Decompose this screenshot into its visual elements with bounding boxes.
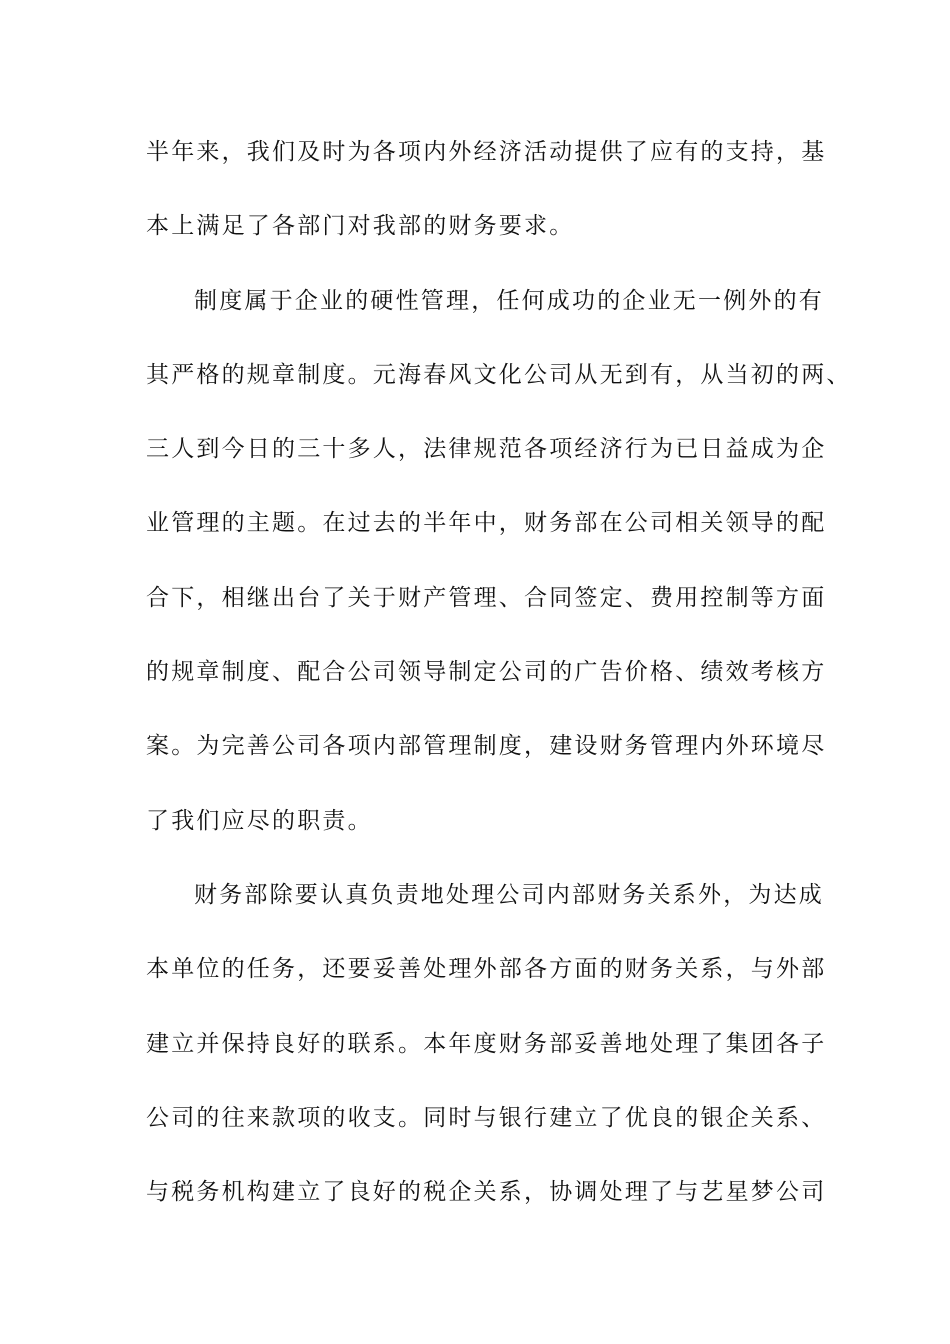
text-line: 其严格的规章制度。元海春风文化公司从无到有，从当初的两、 xyxy=(146,361,852,388)
text-line: 的规章制度、配合公司领导制定公司的广告价格、绩效考核方 xyxy=(146,659,827,686)
text-line: 半年来，我们及时为各项内外经济活动提供了应有的支持，基 xyxy=(146,139,827,165)
text-line: 合下，相继出台了关于财产管理、合同签定、费用控制等方面 xyxy=(146,584,827,611)
text-line: 业管理的主题。在过去的半年中，财务部在公司相关领导的配 xyxy=(146,510,827,537)
text-line-paragraph-start: 制度属于企业的硬性管理，任何成功的企业无一例外的有 xyxy=(194,287,824,314)
text-line: 与税务机构建立了良好的税企关系，协调处理了与艺星梦公司 xyxy=(146,1179,827,1206)
text-line-paragraph-start: 财务部除要认真负责地处理公司内部财务关系外，为达成 xyxy=(194,881,824,908)
text-line: 了我们应尽的职责。 xyxy=(146,807,373,834)
text-line: 建立并保持良好的联系。本年度财务部妥善地处理了集团各子 xyxy=(146,1030,827,1057)
text-line: 本单位的任务，还要妥善处理外部各方面的财务关系，与外部 xyxy=(146,956,827,983)
text-line: 案。为完善公司各项内部管理制度，建设财务管理内外环境尽 xyxy=(146,733,827,760)
text-line: 本上满足了各部门对我部的财务要求。 xyxy=(146,213,575,240)
text-line: 公司的往来款项的收支。同时与银行建立了优良的银企关系、 xyxy=(146,1104,827,1131)
text-line: 三人到今日的三十多人，法律规范各项经济行为已日益成为企 xyxy=(146,436,827,463)
body-text xyxy=(146,132,852,1246)
